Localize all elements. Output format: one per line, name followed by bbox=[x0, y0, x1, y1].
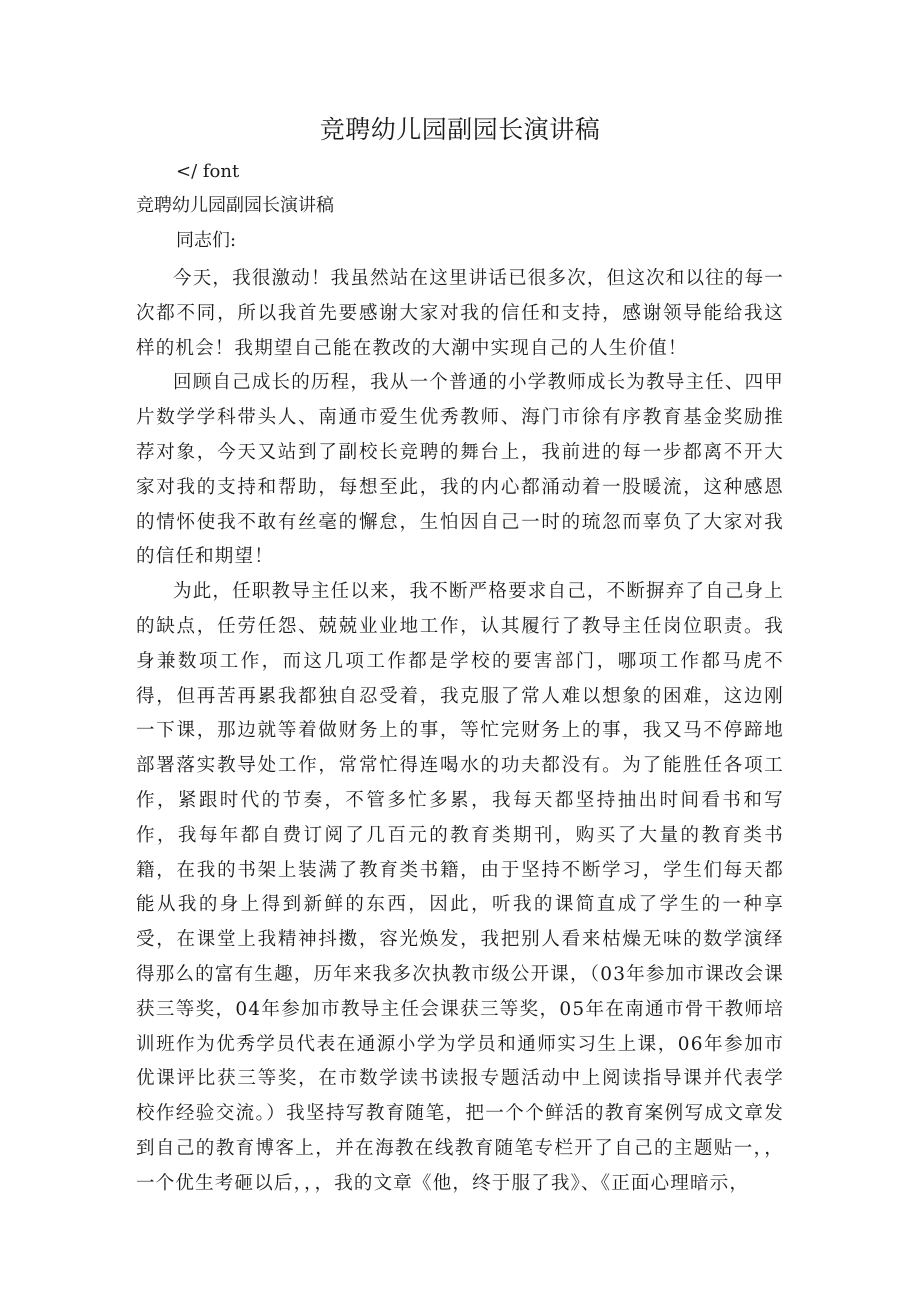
salutation: 同志们: bbox=[176, 230, 237, 251]
document-title: 竞聘幼儿园副园长演讲稿 bbox=[319, 115, 601, 144]
document-subtitle: 竞聘幼儿园副园长演讲稿 bbox=[136, 195, 334, 216]
paragraph: 为此，任职教导主任以来，我不断严格要求自己，不断摒弃了自己身上的缺点，任劳任怨、兢兢业业地工作，认其履行了教导主任岗位职责。我身兼数项工作，而这几项工作都是学校的要害部门，哪项工作都马虎不得，但再苦再累我都独自忍受着，我克服了常人难以想象的困难，这边刚一下课，那边就等着做财务上的事，等忙完财务上的事，我又马不停蹄地部署落实教导处工作，常常忙得连喝水的功夫都没有。为了能胜任各项工作，紧跟时代的节奏，不管多忙多累，我每天都坚持抽出时间看书和写作，我每年都自费订阅了几百元的教育类期刊，购买了大量的教育类书籍，在我的书架上装满了教育类书籍，由于坚持不断学习，学生们每天都能从我的身上得到新鲜的东西，因此，听我的课简直成了学生的一种享受，在课堂上我精神抖擞，容光焕发，我把别人看来枯燥无味的数学演绎得那么的富有生趣，历年来我多次执教市级公开课，（03年参加市课改会课获三等奖，04年参加市教导主任会课获三等奖，05年在南通市骨干教师培训班作为优秀学员代表在通源小学为学员和通师实习生上课，06年参加市优课评比获三等奖，在市数学读书读报专题活动中上阅读指导课并代表学校作经验交流。）我坚持写教育随笔，把一个个鲜活的教育案例写成文章发到自己的教育博客上，并在海教在线教育随笔专栏开了自己的主题贴一，，一个优生考砸以后，，，我的文章《他，终于服了我》、《正面心理暗示， bbox=[136, 581, 784, 1194]
paragraph: 今天，我很激动！我虽然站在这里讲话已很多次，但这次和以往的每一次都不同，所以我首先要感谢大家对我的信任和支持，感谢领导能给我这样的机会！我期望自己能在教改的大潮中实现自己的人生价值！ bbox=[136, 268, 784, 359]
document-body bbox=[136, 262, 784, 1202]
tag-line: </ font bbox=[176, 161, 240, 182]
paragraph: 回顾自己成长的历程，我从一个普通的小学教师成长为教导主任、四甲片数学学科带头人、南通市爱生优秀教师、海门市徐有序教育基金奖励推荐对象，今天又站到了副校长竞聘的舞台上，我前进的每一步都离不开大家对我的支持和帮助，每想至此，我的内心都涌动着一股暖流，这种感恩的情怀使我不敢有丝毫的懈怠，生怕因自己一时的琉忽而辜负了大家对我的信任和期望！ bbox=[136, 372, 784, 568]
